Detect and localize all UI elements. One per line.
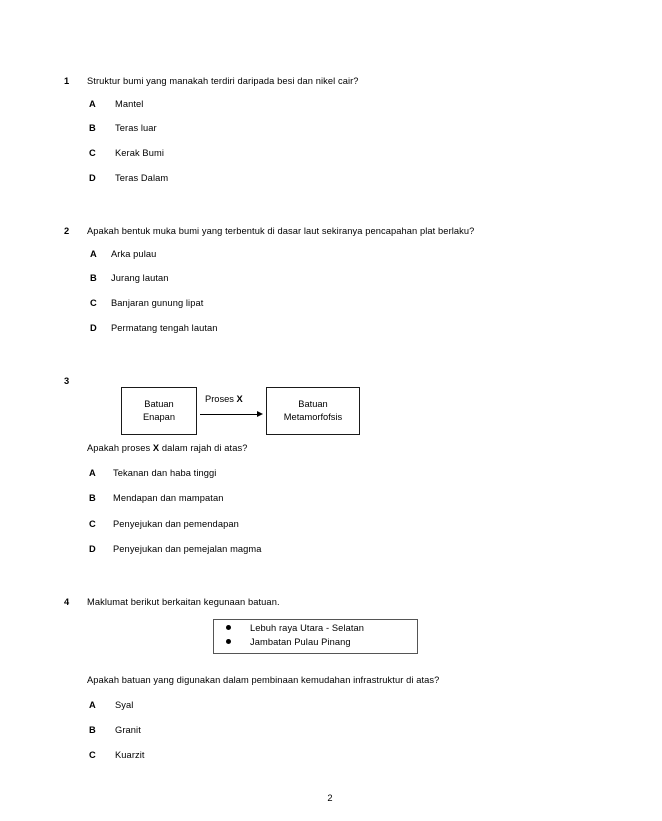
page-number: 2 xyxy=(327,793,333,803)
question-number: 2 xyxy=(64,226,70,236)
info-item-2: Jambatan Pulau Pinang xyxy=(250,637,351,647)
option-letter-a[interactable]: A xyxy=(89,468,96,478)
option-text-c[interactable]: Kerak Bumi xyxy=(115,148,164,158)
question-number: 4 xyxy=(64,597,70,607)
question-stem-post: dalam rajah di atas? xyxy=(159,443,248,453)
option-text-a[interactable]: Syal xyxy=(115,700,134,710)
option-text-c[interactable]: Kuarzit xyxy=(115,750,145,760)
option-text-a[interactable]: Tekanan dan haba tinggi xyxy=(113,468,217,478)
option-letter-d[interactable]: D xyxy=(89,173,96,183)
question-number: 3 xyxy=(64,376,70,386)
question-stem-x: X xyxy=(152,443,160,453)
diagram-box-left xyxy=(121,387,197,435)
option-text-a[interactable]: Mantel xyxy=(115,99,144,109)
option-letter-a[interactable]: A xyxy=(90,249,97,259)
bullet-icon xyxy=(226,625,231,630)
diagram-box-left-line1: Batuan xyxy=(144,399,174,409)
option-text-d[interactable]: Teras Dalam xyxy=(115,173,169,183)
info-item-1: Lebuh raya Utara - Selatan xyxy=(250,623,365,633)
question-stem: Maklumat berikut berkaitan kegunaan batuan. xyxy=(87,597,280,607)
question-stem: Apakah bentuk muka bumi yang terbentuk di dasar laut sekiranya pencapahan plat berlaku? xyxy=(87,226,475,236)
option-text-b[interactable]: Mendapan dan mampatan xyxy=(113,493,224,503)
option-text-b[interactable]: Jurang lautan xyxy=(111,273,169,283)
option-letter-b[interactable]: B xyxy=(89,123,96,133)
option-letter-c[interactable]: C xyxy=(89,519,96,529)
right-arrow-head-icon xyxy=(257,411,263,417)
option-text-d[interactable]: Penyejukan dan pemejalan magma xyxy=(113,544,262,554)
option-letter-d[interactable]: D xyxy=(89,544,96,554)
diagram-box-right-line1: Batuan xyxy=(298,399,328,409)
diagram-box-left-line2: Enapan xyxy=(142,412,176,422)
process-label-x: X xyxy=(236,394,243,404)
question-number: 1 xyxy=(64,76,70,86)
process-label-text: Proses xyxy=(205,394,237,404)
option-text-a[interactable]: Arka pulau xyxy=(111,249,157,259)
option-text-c[interactable]: Penyejukan dan pemendapan xyxy=(113,519,239,529)
bullet-icon xyxy=(226,639,231,644)
question-stem: Struktur bumi yang manakah terdiri daripada besi dan nikel cair? xyxy=(87,76,359,86)
question-stem-pre: Apakah proses xyxy=(87,443,153,453)
process-label xyxy=(205,394,243,404)
question-stem-2: Apakah batuan yang digunakan dalam pembinaan kemudahan infrastruktur di atas? xyxy=(87,675,440,685)
diagram-box-right xyxy=(266,387,360,435)
option-text-b[interactable]: Granit xyxy=(115,725,141,735)
question-stem xyxy=(87,442,247,454)
option-letter-c[interactable]: C xyxy=(89,750,96,760)
option-letter-b[interactable]: B xyxy=(89,725,96,735)
option-letter-c[interactable]: C xyxy=(90,298,97,308)
option-text-d[interactable]: Permatang tengah lautan xyxy=(111,323,218,333)
option-letter-d[interactable]: D xyxy=(90,323,97,333)
option-letter-a[interactable]: A xyxy=(89,700,96,710)
option-text-c[interactable]: Banjaran gunung lipat xyxy=(111,298,204,308)
option-letter-a[interactable]: A xyxy=(89,99,96,109)
option-text-b[interactable]: Teras luar xyxy=(115,123,157,133)
right-arrow-icon xyxy=(200,414,258,415)
option-letter-c[interactable]: C xyxy=(89,148,96,158)
option-letter-b[interactable]: B xyxy=(90,273,97,283)
option-letter-b[interactable]: B xyxy=(89,493,96,503)
diagram-box-right-line2: Metamorfofsis xyxy=(283,412,343,422)
